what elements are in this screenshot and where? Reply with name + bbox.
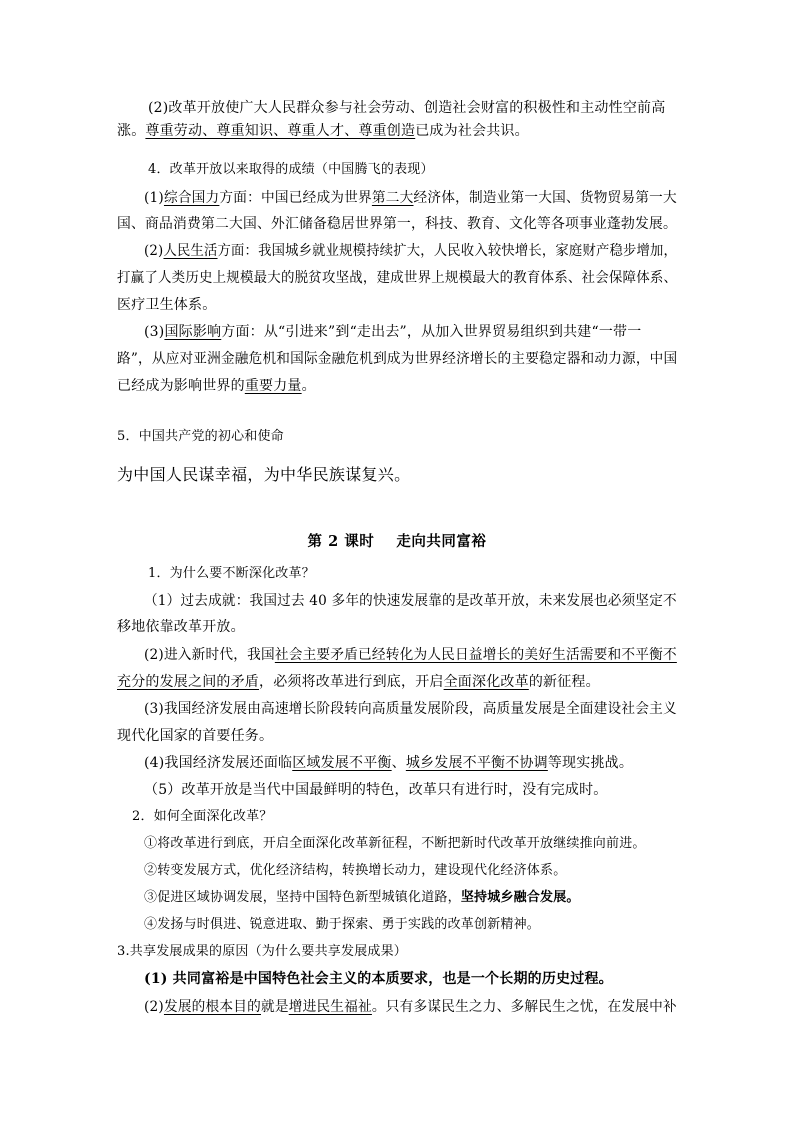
underlined-phrase: 发展的根本目的: [163, 999, 261, 1015]
answer-text: 为中国人民谋幸福，为中华民族谋复兴。: [117, 465, 411, 484]
underlined-phrase: 全面深化改革: [443, 674, 529, 690]
underlined-phrase: 重要力量: [244, 378, 302, 394]
paragraph-line: 国、商品消费第二大国、外汇储备稳居世界第一，科技、教育、文化等各项事业蓬勃发展。: [117, 216, 677, 232]
paragraph-line: （1）过去成就：我国过去 40 多年的快速发展靠的是改革开放，未来发展也必须坚定不: [144, 593, 677, 609]
underlined-phrase: 城乡发展不平衡不协调: [405, 755, 548, 771]
underlined-phrase: 尊重劳动、尊重知识、尊重人才、尊重创造: [145, 123, 416, 139]
question-heading: 2．如何全面深化改革？: [132, 809, 273, 824]
question-heading: 3.共享发展成果的原因（为什么要共享发展成果）: [117, 944, 408, 959]
paragraph-line: (2)人民生活方面：我国城乡就业规模持续扩大，人民收入较快增长，家庭财产稳步增加，: [144, 243, 678, 259]
paragraph-line: 路”，从应对亚洲金融危机和国际金融危机到成为世界经济增长的主要稳定器和动力源，中国: [117, 351, 678, 367]
list-item: ④发扬与时俱进、锐意进取、勤于探索、勇于实践的改革创新精神。: [144, 917, 541, 932]
paragraph-line: (2)进入新时代，我国社会主要矛盾已经转化为人民日益增长的美好生活需要和不平衡不: [144, 647, 677, 663]
paragraph-line: （5）改革开放是当代中国最鲜明的特色，改革只有进行时，没有完成时。: [144, 782, 608, 798]
paragraph-line: (1) 共同富裕是中国特色社会主义的本质要求，也是一个长期的历史过程。: [144, 971, 613, 987]
paragraph-line: 已经成为影响世界的重要力量。: [117, 378, 316, 394]
section-heading: 5．中国共产党的初心和使命: [117, 429, 284, 444]
underlined-phrase: 国际影响: [164, 324, 222, 340]
underlined-phrase: 综合国力: [163, 190, 220, 206]
lesson-title: 第 2 课时 走向共同富裕: [307, 533, 487, 550]
paragraph-line: 现代化国家的首要任务。: [117, 728, 274, 744]
paragraph-line: (2)发展的根本目的就是增进民生福祉。只有多谋民生之力、多解民生之忧，在发展中补: [144, 999, 677, 1015]
underlined-phrase: 社会主要矛盾已经转化为人民日益增长的美好生活需要和不平衡不: [274, 647, 677, 663]
list-item: ①将改革进行到底，开启全面深化改革新征程，不断把新时代改革开放继续推向前进。: [144, 836, 646, 851]
underlined-phrase: 增进民生福祉: [288, 999, 372, 1015]
paragraph-line: (1)综合国力方面：中国已经成为世界第二大经济体，制造业第一大国、货物贸易第一大: [144, 190, 677, 206]
question-heading: 1．为什么要不断深化改革？: [148, 566, 315, 581]
paragraph-line: 医疗卫生体系。: [117, 297, 217, 313]
paragraph-line: (2)改革开放使广大人民群众参与社会劳动、创造社会财富的积极性和主动性空前高: [148, 100, 666, 116]
underlined-phrase: 充分的发展之间的矛盾: [117, 674, 259, 690]
underlined-phrase: 第二大: [371, 190, 414, 206]
paragraph-line: 移地依靠改革开放。: [117, 619, 245, 635]
paragraph-line: (3)国际影响方面：从“引进来”到“走出去”，从加入世界贸易组织到共建“一带一: [144, 324, 642, 340]
section-heading: 4．改革开放以来取得的成绩（中国腾飞的表现）: [148, 162, 434, 177]
list-item: ②转变发展方式，优化经济结构，转换增长动力，建设现代化经济体系。: [144, 863, 567, 878]
underlined-phrase: 人民生活: [163, 243, 218, 259]
list-item: ③促进区域协调发展，坚持中国特色新型城镇化道路，坚持城乡融合发展。: [144, 890, 580, 905]
paragraph-line: 充分的发展之间的矛盾，必须将改革进行到底，开启全面深化改革的新征程。: [117, 674, 600, 690]
paragraph-line: (4)我国经济发展还面临区域发展不平衡、城乡发展不平衡不协调等现实挑战。: [144, 755, 634, 771]
paragraph-line: 涨。尊重劳动、尊重知识、尊重人才、尊重创造已成为社会共识。: [117, 123, 529, 139]
paragraph-line: 打赢了人类历史上规模最大的脱贫攻坚战，建成世界上规模最大的教育体系、社会保障体系、: [117, 270, 678, 286]
underlined-phrase: 区域发展不平衡: [292, 755, 392, 771]
paragraph-line: (3)我国经济发展由高速增长阶段转向高质量发展阶段，高质量发展是全面建设社会主义: [144, 701, 677, 717]
